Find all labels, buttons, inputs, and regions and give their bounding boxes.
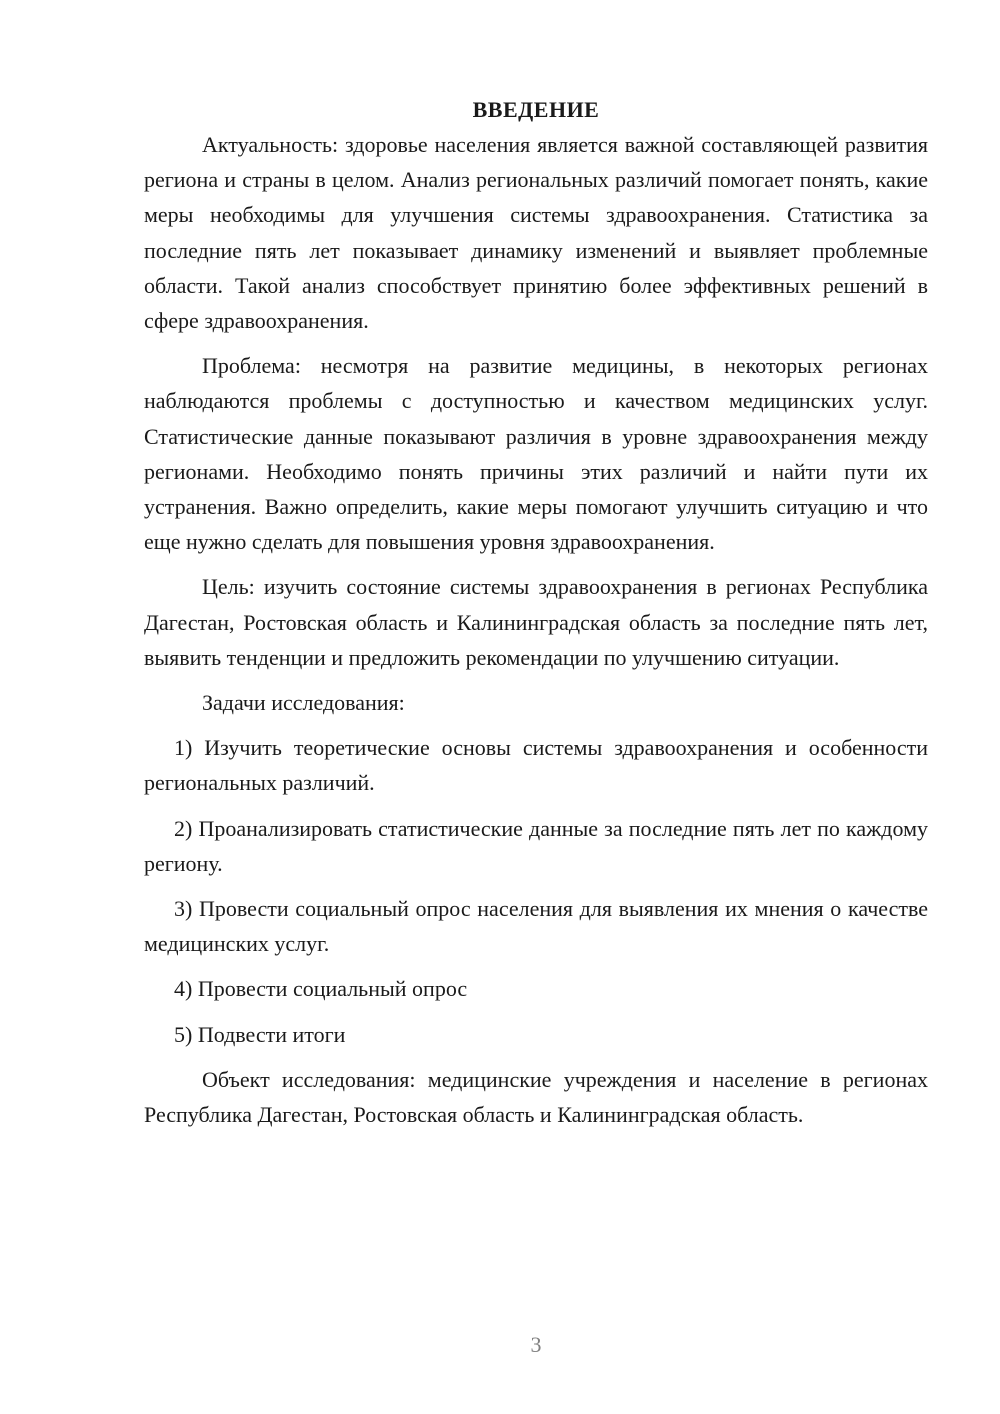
task-item-1: 1) Изучить теоретические основы системы здравоохранения и особенности региональных различий. bbox=[144, 735, 928, 796]
relevance-paragraph: Актуальность: здоровье населения является важной составляющей развития региона и страны в целом. Анализ региональных различий помогает понять, какие меры необходимы для улучшения системы здравоохранения. Статистика за последние пять лет показывает динамику изменений и выявляет проблемные области. Такой анализ способствует принятию более эффективных решений в сфере здравоохранения. bbox=[144, 132, 928, 334]
task-item-4: 4) Провести социальный опрос bbox=[174, 976, 468, 1002]
problem-paragraph: Проблема: несмотря на развитие медицины, в некоторых регионах наблюдаются проблемы с доступностью и качеством медицинских услуг. Статистические данные показывают различия в уровне здравоохранения между регионами. Необходимо понять причины этих различий и найти пути их устранения. Важно определить, какие меры помогают улучшить ситуацию и что еще нужно сделать для повышения уровня здравоохранения. bbox=[144, 353, 928, 555]
section-heading: ВВЕДЕНИЕ bbox=[472, 97, 600, 122]
document-page bbox=[144, 92, 928, 1132]
task-item-2: 2) Проанализировать статистические данные за последние пять лет по каждому региону. bbox=[144, 815, 928, 876]
tasks-title: Задачи исследования: bbox=[202, 690, 405, 716]
goal-paragraph: Цель: изучить состояние системы здравоохранения в регионах Республика Дагестан, Ростовская область и Калининградская область за последние пять лет, выявить тенденции и предложить рекомендации по улучшению ситуации. bbox=[144, 574, 928, 670]
task-item-3: 3) Провести социальный опрос населения для выявления их мнения о качестве медицинских услуг. bbox=[144, 896, 928, 957]
object-paragraph: Объект исследования: медицинские учреждения и население в регионах Республика Дагестан, Ростовская область и Калининградская область. bbox=[144, 1066, 928, 1128]
task-item-5: 5) Подвести итоги bbox=[174, 1021, 346, 1047]
page-number: 3 bbox=[530, 1332, 542, 1357]
